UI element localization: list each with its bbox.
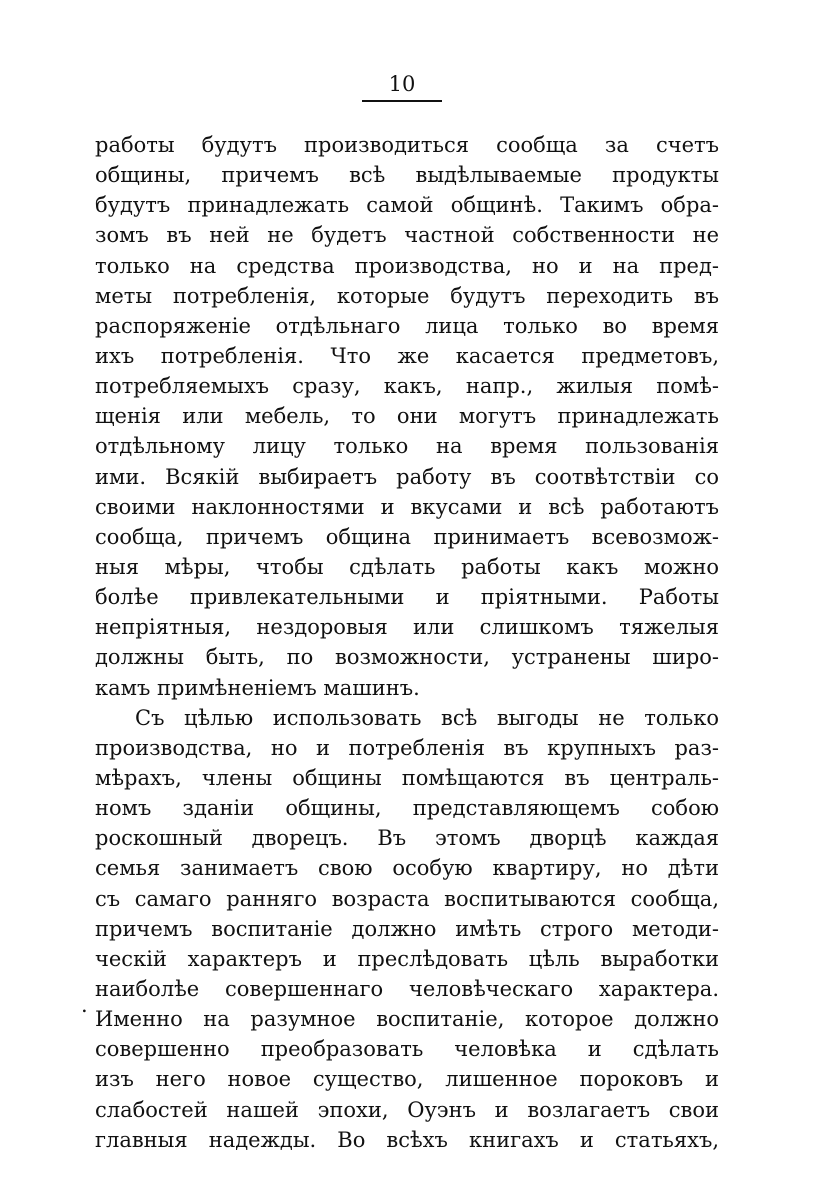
text-line: меты потребленія, которые будутъ переходить въ bbox=[95, 283, 719, 308]
text-line: ими. Всякій выбираетъ работу въ соотвѣтствіи со bbox=[95, 464, 719, 489]
text-line: роскошный дворецъ. Въ этомъ дворцѣ каждая bbox=[95, 826, 719, 851]
text-line: главныя надежды. Во всѣхъ книгахъ и статьяхъ, bbox=[95, 1127, 719, 1152]
text-line: съ самаго ранняго возраста воспитываются сообща, bbox=[95, 886, 719, 911]
text-line: семья занимаетъ свою особую квартиру, но дѣти bbox=[95, 856, 719, 881]
margin-mark: . bbox=[81, 993, 88, 1017]
text-line: потребляемыхъ сразу, какъ, напр., жилыя помѣ- bbox=[95, 374, 719, 399]
text-line: сообща, причемъ община принимаетъ всевозмож- bbox=[95, 524, 719, 549]
text-line: ныя мѣры, чтобы сдѣлать работы какъ можно bbox=[95, 554, 719, 579]
text-line: болѣе привлекательными и пріятными. Работы bbox=[95, 585, 719, 610]
text-line: ческій характеръ и преслѣдовать цѣль выработки bbox=[95, 946, 719, 971]
text-line: щенія или мебель, то они могутъ принадлежать bbox=[95, 404, 719, 429]
text-line: номъ зданіи общины, представляющемъ собою bbox=[95, 796, 719, 821]
paragraph-1 bbox=[95, 130, 719, 703]
text-line: изъ него новое существо, лишенное пороковъ и bbox=[95, 1067, 719, 1092]
text-line: наиболѣе совершеннаго человѣческаго характера. bbox=[95, 976, 719, 1001]
text-line: Именно на разумное воспитаніе, которое должно bbox=[95, 1007, 719, 1032]
text-line: ихъ потребленія. Что же касается предметовъ, bbox=[95, 343, 719, 368]
page-number: 10 bbox=[388, 72, 416, 96]
text-line: только на средства производства, но и на пред- bbox=[95, 253, 719, 278]
text-line: Съ цѣлью использовать всѣ выгоды не только bbox=[135, 705, 719, 730]
text-line: причемъ воспитаніе должно имѣть строго методи- bbox=[95, 916, 719, 941]
text-line: мѣрахъ, члены общины помѣщаются въ централь- bbox=[95, 765, 719, 790]
header-rule bbox=[362, 100, 442, 102]
text-line: общины, причемъ всѣ выдѣлываемые продукты bbox=[95, 163, 719, 188]
text-line: совершенно преобразовать человѣка и сдѣлать bbox=[95, 1037, 719, 1062]
text-line: производства, но и потребленія въ крупныхъ раз- bbox=[95, 735, 719, 760]
text-line: работы будутъ производиться сообща за счетъ bbox=[95, 133, 719, 157]
text-line: распоряженіе отдѣльнаго лица только во время bbox=[95, 313, 719, 338]
text-line: своими наклонностями и вкусами и всѣ работаютъ bbox=[95, 494, 719, 519]
paragraph-2 bbox=[95, 703, 719, 1155]
text-line: зомъ въ ней не будетъ частной собственности не bbox=[95, 223, 719, 248]
text-line: непріятныя, нездоровыя или слишкомъ тяжелыя bbox=[95, 615, 719, 640]
text-line: камъ примѣненіемъ машинъ. bbox=[95, 675, 420, 700]
text-line: слабостей нашей эпохи, Оуэнъ и возлагаетъ свои bbox=[95, 1097, 719, 1122]
text-line: будутъ принадлежать самой общинѣ. Такимъ обра- bbox=[95, 193, 719, 218]
text-line: отдѣльному лицу только на время пользованія bbox=[95, 434, 719, 459]
body-text bbox=[95, 130, 719, 1155]
text-line: должны быть, по возможности, устранены широ- bbox=[95, 645, 719, 670]
